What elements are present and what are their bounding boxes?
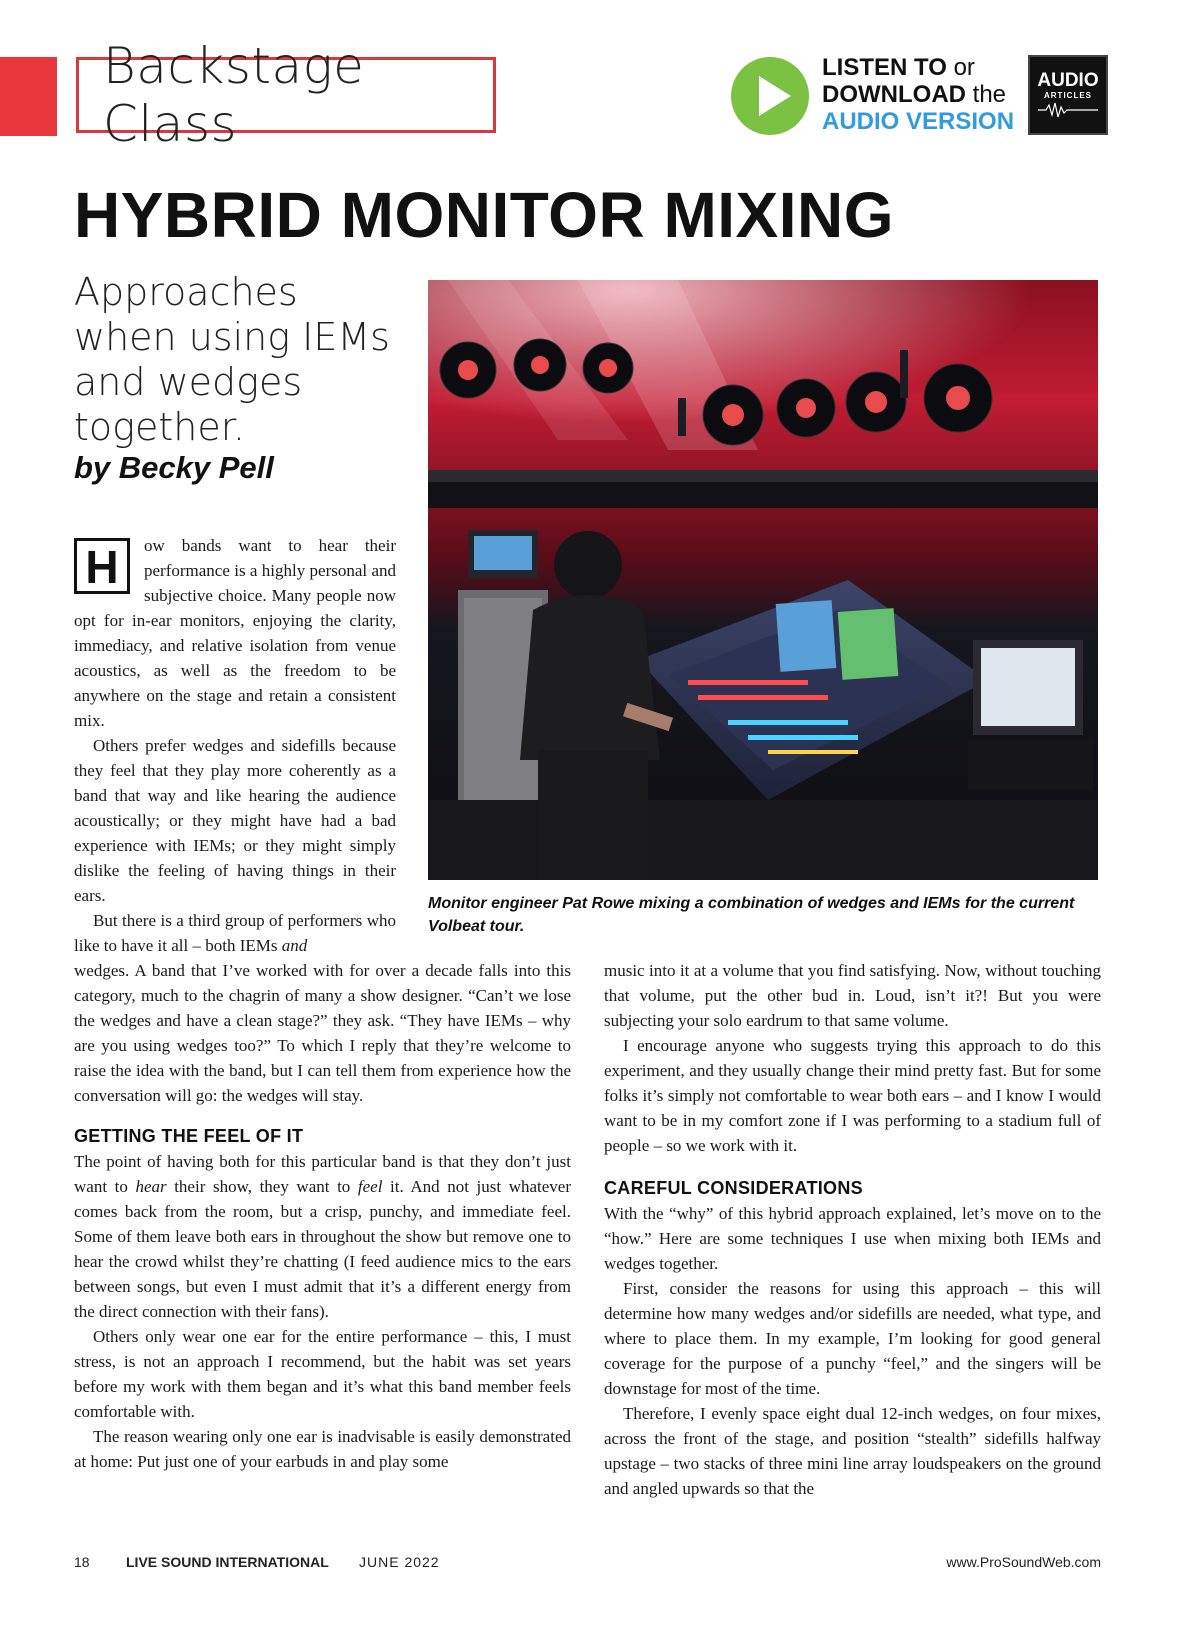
photo-caption: Monitor engineer Pat Rowe mixing a combination of wedges and IEMs for the current Volbeat tour. <box>428 895 1075 935</box>
paragraph-2: Others prefer wedges and sidefills because they feel that they play more coherently as a band that way and like hearing the audience acoustically; or they might have had a bad experience with IEMs; or they might simply dislike the feeling of having things in their ears. <box>74 736 396 905</box>
section-color-tab <box>0 57 57 136</box>
p4-part-b: their show, they want to <box>166 1177 358 1196</box>
article-deck: Approaches when using IEMs and wedges together. <box>74 270 390 449</box>
issue-date: JUNE 2022 <box>359 1554 440 1570</box>
magazine-name: LIVE SOUND INTERNATIONAL <box>126 1554 329 1570</box>
section-label: Backstage Class <box>76 57 496 133</box>
paragraph-6-start: The reason wearing only one ear is inadvisable is easily demonstrated at home: Put just one of your earbuds in and play some <box>74 1427 571 1471</box>
page-footer <box>74 1554 1101 1578</box>
paragraph-4 <box>74 1149 571 1324</box>
drop-cap: H <box>74 538 130 594</box>
audio-waveform-icon <box>1038 102 1098 118</box>
p4-emphasis-hear: hear <box>135 1177 167 1196</box>
p4-emphasis-feel: feel <box>357 1177 383 1196</box>
badge-subtitle: ARTICLES <box>1044 91 1092 100</box>
photo-illustration <box>428 280 1098 880</box>
badge-title: AUDIO <box>1037 70 1099 91</box>
download-the: the <box>965 81 1007 108</box>
paragraph-3-text: But there is a third group of performers who like to have it all – both IEMs <box>74 911 396 955</box>
listen-or: or <box>946 54 975 81</box>
audio-version-label: AUDIO VERSION <box>822 108 1015 135</box>
page-number: 18 <box>74 1554 90 1570</box>
download-label: DOWNLOAD <box>822 81 966 108</box>
paragraph-10: Therefore, I evenly space eight dual 12-inch wedges, on four mixes, across the front of the stage, and position “stealth” sidefills halfway upstage – two stacks of three mini line array loudspeakers on the ground and angled upwards so that the <box>604 1404 1101 1498</box>
paragraph-3-emphasis: and <box>281 936 308 955</box>
article-photo <box>428 280 1098 880</box>
paragraph-9: First, consider the reasons for using this approach – this will determine how many wedges and/or sidefills are needed, what type, and where to place them. In my example, I’m looking for good general coverage for the purpose of a punchy “feel,” and the singers will be downstage for most of the time. <box>604 1279 1101 1398</box>
paragraph-3-start <box>74 908 396 958</box>
audio-version-promo[interactable] <box>730 52 1110 138</box>
article-column-1 <box>74 533 396 958</box>
p4-part-a: The point of having both for this particular band is that they don’t just want to <box>74 1152 571 1196</box>
paragraph-8: With the “why” of this hybrid approach explained, let’s move on to the “how.” Here are some techniques I use when mixing both IEMs and wedges together. <box>604 1204 1101 1273</box>
listen-download-text[interactable] <box>822 54 1022 135</box>
subhead-getting-the-feel: GETTING THE FEEL OF IT <box>74 1126 304 1146</box>
p4-part-c: it. And not just whatever comes back from the room, but a crisp, punchy, and immediate feel. Some of them leave both ears in throughout the show but remove one to hear the crowd whilst they’re chatting (I feed audience mics to the ears between songs, but even I must admit that it’s a different energy from the direct connection with their fans). <box>74 1177 571 1321</box>
subhead-careful-considerations: CAREFUL CONSIDERATIONS <box>604 1178 863 1198</box>
paragraph-3-continued: wedges. A band that I’ve worked with for over a decade falls into this category, much to the chagrin of many a show designer. “Can’t we lose the wedges and have a clean stage?” they ask. “They have IEMs – why are you using wedges too?” To which I reply that they’re welcome to raise the idea with the band, but I can tell them from experience how the conversation will go: the wedges will stay. <box>74 961 571 1105</box>
article-byline: by Becky Pell <box>74 450 274 485</box>
paragraph-6-continued: music into it at a volume that you find satisfying. Now, without touching that volume, put the other bud in. Loud, isn’t it?! But you were subjecting your solo eardrum to that same volume. <box>604 961 1101 1030</box>
paragraph-5: Others only wear one ear for the entire performance – this, I must stress, is not an approach I recommend, but the habit was set years before my work with them began and it’s what this band member feels comfortable with. <box>74 1327 571 1421</box>
play-icon[interactable] <box>730 56 810 136</box>
paragraph-7: I encourage anyone who suggests trying this approach to do this experiment, and they usually change their mind pretty fast. But for some folks it’s simply not comfortable to wear both ears – and I know I would want to be in my comfort zone if I was performing to a stadium full of people – so we work with it. <box>604 1036 1101 1155</box>
audio-articles-badge[interactable] <box>1028 55 1108 135</box>
listen-label: LISTEN TO <box>822 54 947 81</box>
article-column-2 <box>74 958 571 1474</box>
article-column-3 <box>604 958 1101 1501</box>
article-title: HYBRID MONITOR MIXING <box>74 179 894 251</box>
paragraph-1: ow bands want to hear their performance is a highly personal and subjective choice. Many people now opt for in-ear monitors, enjoying the clarity, immediacy, and relative isolation from venue acoustics, as well as the freedom to be anywhere on the stage and retain a consistent mix. <box>74 536 396 730</box>
website-link[interactable]: www.ProSoundWeb.com <box>946 1554 1101 1570</box>
